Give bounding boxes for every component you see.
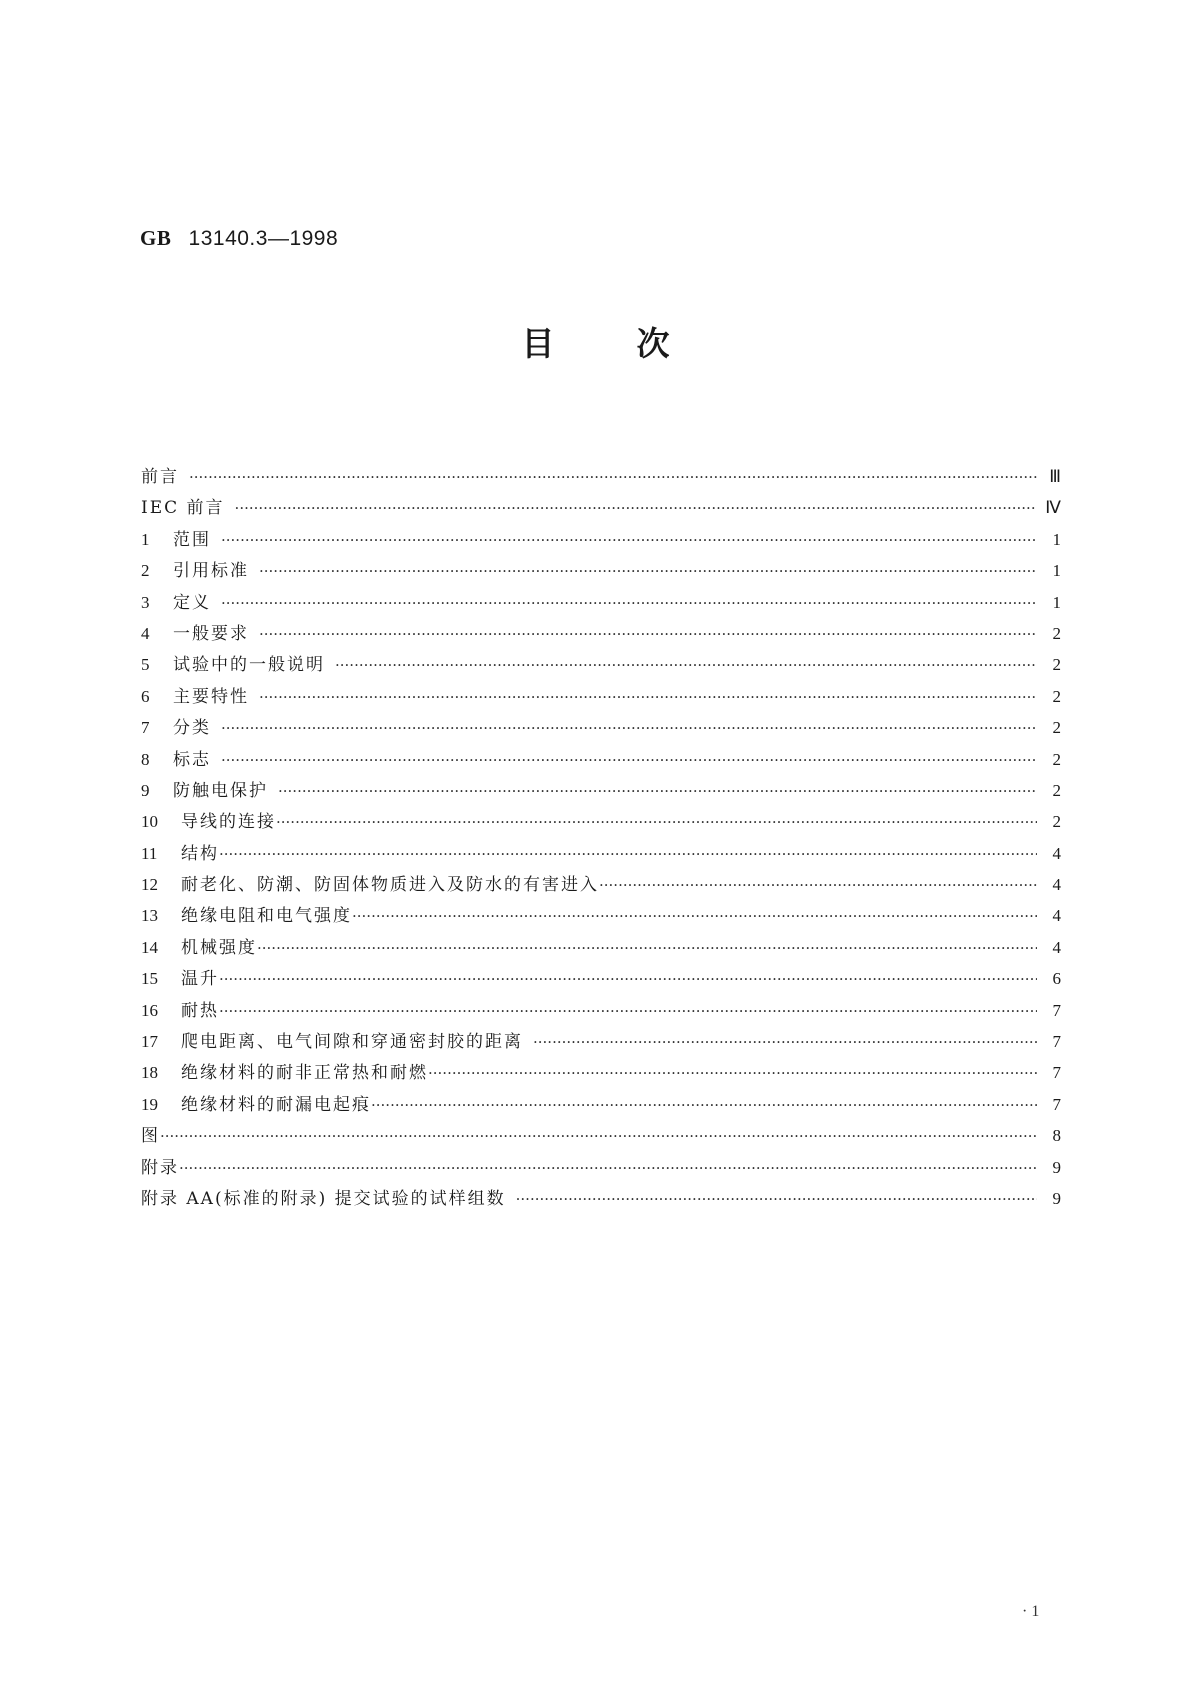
toc-label: 机械强度 <box>181 937 257 958</box>
toc-page: 4 <box>1052 937 1061 957</box>
toc-label: 温升 <box>181 969 219 990</box>
toc-entry[interactable] <box>141 493 1061 524</box>
toc-leader <box>276 813 1037 831</box>
toc-leader <box>259 562 1037 580</box>
toc-number: 16 <box>141 1000 158 1020</box>
toc-leader <box>160 1127 1037 1145</box>
toc-label: 导线的连接 <box>181 812 276 833</box>
toc-label: 绝缘材料的耐漏电起痕 <box>181 1094 371 1115</box>
toc-label: 主要特性 <box>173 686 249 707</box>
toc-number: 4 <box>141 623 150 643</box>
toc-number: 9 <box>141 780 150 800</box>
toc-entry[interactable] <box>141 1153 1061 1184</box>
toc-page: 2 <box>1052 623 1061 643</box>
toc-leader <box>221 719 1037 737</box>
toc-leader <box>516 1190 1037 1208</box>
toc-number: 2 <box>141 561 150 581</box>
toc-label: 一般要求 <box>173 623 249 644</box>
toc-entry[interactable] <box>141 996 1061 1027</box>
toc-leader <box>371 1096 1037 1114</box>
toc-number: 5 <box>141 655 150 675</box>
toc-entry[interactable] <box>141 776 1061 807</box>
toc-entry[interactable] <box>141 1121 1061 1152</box>
toc-leader <box>278 782 1037 800</box>
toc-leader <box>257 939 1037 957</box>
toc-leader <box>221 751 1037 769</box>
toc-entry[interactable] <box>141 713 1061 744</box>
toc-entry[interactable] <box>141 556 1061 587</box>
standard-number: 13140.3—1998 <box>188 227 339 250</box>
toc-entry[interactable] <box>141 525 1061 556</box>
toc-label: 试验中的一般说明 <box>173 655 325 676</box>
toc-entry[interactable] <box>141 870 1061 901</box>
toc-number: 6 <box>141 686 150 706</box>
toc-page: 2 <box>1052 812 1061 832</box>
toc-number: 13 <box>141 906 158 926</box>
toc-entry[interactable] <box>141 901 1061 932</box>
toc-label: 范围 <box>173 529 211 550</box>
toc-leader <box>533 1033 1037 1051</box>
toc-entry[interactable] <box>141 807 1061 838</box>
table-of-contents <box>141 462 1061 1215</box>
toc-number: 18 <box>141 1063 158 1083</box>
toc-page: 2 <box>1052 780 1061 800</box>
standard-code <box>140 226 338 251</box>
toc-page: 9 <box>1052 1188 1061 1208</box>
toc-number: 11 <box>141 843 158 863</box>
toc-leader <box>335 656 1037 674</box>
toc-label: 分类 <box>173 718 211 739</box>
toc-page: 1 <box>1052 529 1061 549</box>
toc-page: 2 <box>1052 718 1061 738</box>
toc-number: 15 <box>141 969 158 989</box>
toc-number: 19 <box>141 1094 158 1114</box>
toc-label: 前言 <box>141 467 179 487</box>
toc-label: 图 <box>141 1126 160 1147</box>
toc-leader <box>235 499 1037 517</box>
toc-page: 9 <box>1052 1157 1061 1177</box>
toc-leader <box>219 1002 1037 1020</box>
toc-leader <box>179 1159 1037 1177</box>
page-title: 目次 <box>521 324 752 363</box>
toc-page: 7 <box>1052 1032 1061 1052</box>
toc-number: 7 <box>141 718 150 738</box>
toc-leader <box>219 845 1037 863</box>
toc-page: 1 <box>1052 592 1061 612</box>
toc-entry[interactable] <box>141 1090 1061 1121</box>
toc-label: 附录 AA(标准的附录) 提交试验的试样组数 <box>141 1188 506 1209</box>
toc-page: 2 <box>1052 686 1061 706</box>
toc-page: 7 <box>1052 1000 1061 1020</box>
toc-page: 2 <box>1052 655 1061 675</box>
toc-label: 附录 <box>141 1157 179 1178</box>
toc-entry[interactable] <box>141 1058 1061 1089</box>
toc-page: 6 <box>1052 969 1061 989</box>
toc-number: 17 <box>141 1032 158 1052</box>
page-number: · 1 <box>1022 1603 1040 1620</box>
toc-entry[interactable] <box>141 1027 1061 1058</box>
toc-entry[interactable] <box>141 1184 1061 1215</box>
toc-number: 10 <box>141 812 158 832</box>
toc-entry[interactable] <box>141 745 1061 776</box>
toc-label: 爬电距离、电气间隙和穿通密封胶的距离 <box>181 1032 523 1053</box>
toc-page: 2 <box>1052 749 1061 769</box>
toc-label: 防触电保护 <box>173 780 268 801</box>
toc-page: 7 <box>1052 1063 1061 1083</box>
toc-number: 8 <box>141 749 150 769</box>
toc-number: 14 <box>141 937 158 957</box>
toc-label: 结构 <box>181 843 219 864</box>
toc-label: 耐热 <box>181 1000 219 1021</box>
toc-entry[interactable] <box>141 619 1061 650</box>
toc-page: Ⅲ <box>1049 467 1061 486</box>
toc-leader <box>599 876 1037 894</box>
toc-label: 引用标准 <box>173 561 249 582</box>
toc-leader <box>221 531 1037 549</box>
toc-page: 4 <box>1052 906 1061 926</box>
toc-leader <box>219 970 1037 988</box>
toc-label: 绝缘材料的耐非正常热和耐燃 <box>181 1063 428 1084</box>
toc-leader <box>189 468 1037 486</box>
toc-number: 3 <box>141 592 150 612</box>
toc-entry[interactable] <box>141 588 1061 619</box>
toc-leader <box>428 1064 1037 1082</box>
toc-entry[interactable] <box>141 839 1061 870</box>
toc-number: 12 <box>141 875 158 895</box>
toc-entry[interactable] <box>141 650 1061 681</box>
toc-leader <box>259 688 1037 706</box>
toc-page: 1 <box>1052 561 1061 581</box>
toc-entry[interactable] <box>141 964 1061 995</box>
toc-leader <box>221 594 1037 612</box>
toc-entry[interactable] <box>141 462 1061 493</box>
toc-label: 标志 <box>173 749 211 770</box>
toc-label: 定义 <box>173 592 211 613</box>
toc-number: 1 <box>141 529 150 549</box>
toc-label: IEC 前言 <box>141 498 225 519</box>
toc-leader <box>259 625 1037 643</box>
toc-page: 8 <box>1052 1126 1061 1146</box>
toc-page: Ⅳ <box>1045 498 1061 518</box>
toc-page: 4 <box>1052 875 1061 895</box>
toc-label: 绝缘电阻和电气强度 <box>181 906 352 927</box>
standard-prefix: GB <box>140 226 172 250</box>
toc-page: 7 <box>1052 1094 1061 1114</box>
toc-label: 耐老化、防潮、防固体物质进入及防水的有害进入 <box>181 875 599 896</box>
toc-entry[interactable] <box>141 682 1061 713</box>
toc-page: 4 <box>1052 843 1061 863</box>
toc-entry[interactable] <box>141 933 1061 964</box>
toc-leader <box>352 907 1037 925</box>
